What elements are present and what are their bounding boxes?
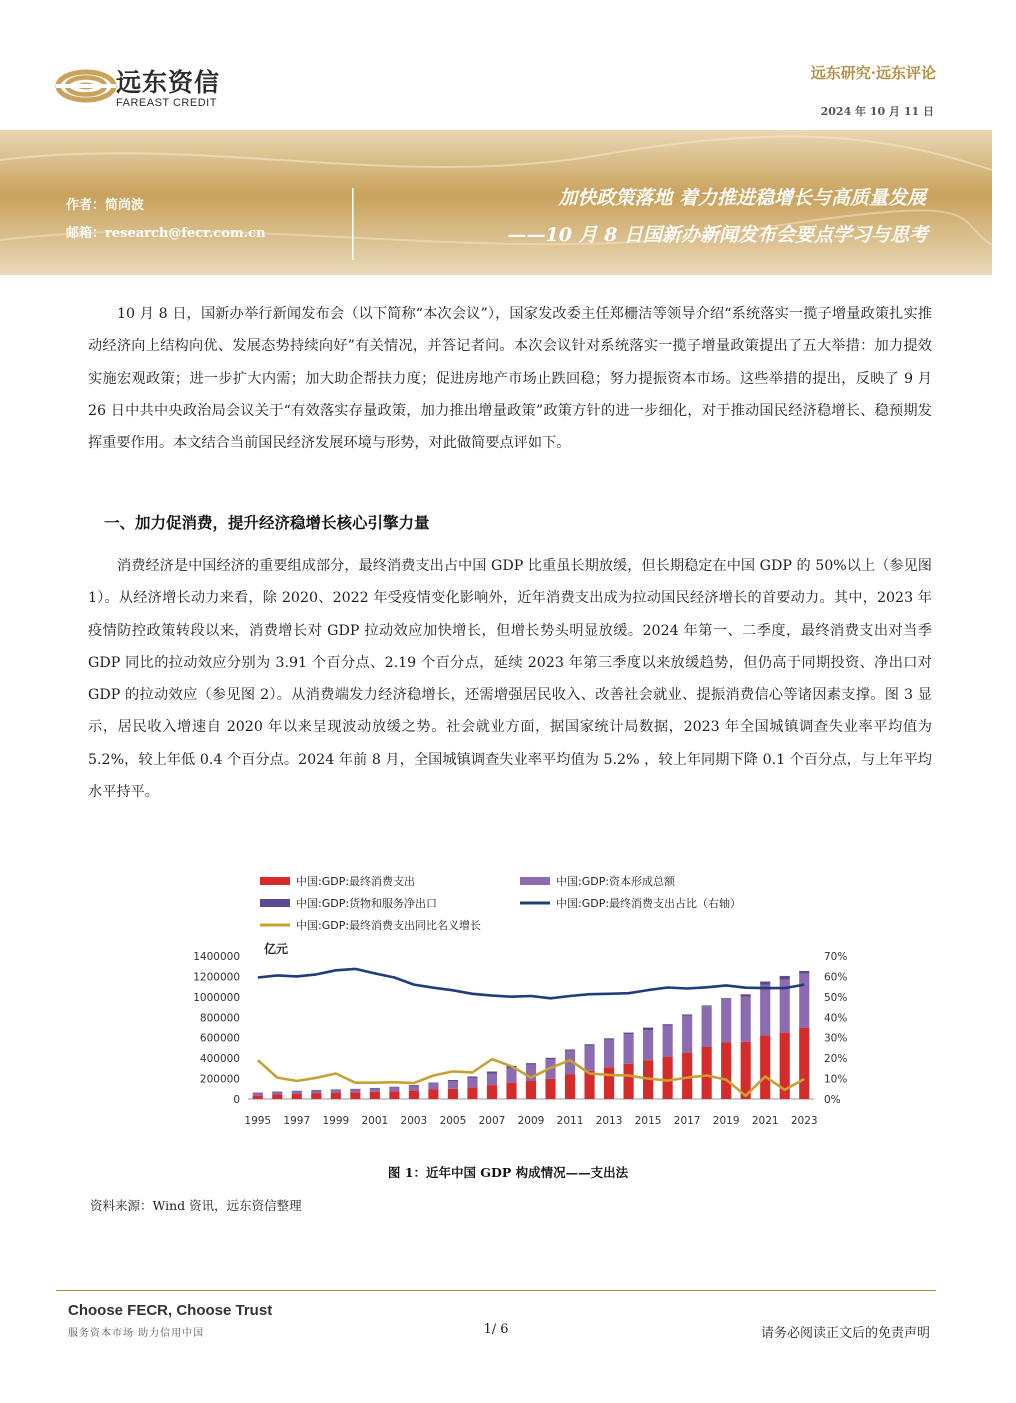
bar-segment	[584, 1046, 594, 1071]
bar-segment	[799, 973, 809, 1027]
bar-segment	[565, 1074, 575, 1099]
bar-segment	[506, 1083, 516, 1099]
y-tick-label: 1400000	[193, 951, 240, 963]
y-tick-label: 800000	[199, 1012, 240, 1025]
bar-segment	[682, 1014, 692, 1015]
y-tick-label: 0	[233, 1094, 240, 1106]
figure-caption: 图 1：近年中国 GDP 构成情况——支出法	[387, 1165, 629, 1180]
y2-tick-label: 20%	[824, 1053, 848, 1066]
bar-segment	[389, 1087, 399, 1088]
gdp-composition-chart	[180, 866, 848, 1136]
bar-segment	[624, 1033, 634, 1035]
legend-label: 中国:GDP:货物和服务净出口	[296, 897, 438, 910]
bar-segment	[253, 1093, 263, 1094]
bar-segment	[448, 1080, 458, 1081]
y-tick-label: 400000	[199, 1053, 240, 1066]
x-tick-label: 2017	[673, 1115, 701, 1127]
page-number: 1/ 6	[483, 1322, 509, 1337]
y-axis-left	[193, 951, 240, 1106]
paragraph-consumption	[88, 550, 932, 808]
legend-swatch	[260, 899, 290, 907]
logo-text-cn: 远东资信	[116, 68, 221, 97]
bar-segment	[663, 1026, 673, 1057]
section-heading-1: 一、加力促消费，提升经济稳增长核心引擎力量	[104, 513, 430, 532]
bar-segment	[506, 1068, 516, 1082]
bar-segment	[760, 984, 770, 1035]
bar-segment	[292, 1091, 302, 1094]
bar-segment	[604, 1067, 614, 1099]
footer-subslogan: 服务资本市场 助力信用中国	[68, 1328, 205, 1339]
bar-segment	[545, 1079, 555, 1099]
bar-segment	[331, 1093, 341, 1099]
bar-segment	[331, 1089, 341, 1090]
bar-segment	[624, 1034, 634, 1064]
figure-source: 资料来源：Wind 资讯，远东资信整理	[90, 1198, 302, 1213]
bar-segment	[760, 1036, 770, 1099]
bar-segment	[370, 1088, 380, 1092]
y2-tick-label: 40%	[824, 1012, 848, 1025]
legend-label: 中国:GDP:资本形成总额	[556, 875, 676, 888]
footer-slogan: Choose FECR, Choose Trust	[68, 1302, 273, 1319]
x-tick-label: 2019	[712, 1115, 740, 1127]
bar-segment	[409, 1085, 419, 1090]
y-tick-label: 200000	[199, 1073, 240, 1086]
bar-segment	[663, 1024, 673, 1026]
bar-segment	[643, 1028, 653, 1030]
bar-segment	[467, 1077, 477, 1079]
x-tick-label: 2007	[478, 1115, 506, 1127]
disclaimer-note: 请务必阅读正文后的免责声明	[760, 1326, 930, 1341]
bar-segment	[467, 1078, 477, 1087]
bar-segment	[584, 1044, 594, 1045]
x-tick-label: 2023	[790, 1115, 818, 1127]
bar-segment	[292, 1094, 302, 1099]
bar-segment	[721, 998, 731, 999]
paragraph-consumption-text: 消费经济是中国经济的重要组成部分，最终消费支出占中国 GDP 比重虽长期放缓，但长期稳定在中国 GDP 的 50%以上（参见图 1）。从经济增长动力来看，除 2020、2022 年受疫情变化影响外，近年消费支出成为拉动国民经济增长的首要动力。其中，2023 年疫情防控政策转段以来，消费增长对 GDP 拉动效应加快增长，但增长势头明显放缓。2024 年第一、二季度，最终消费支出对当季 GDP 同比的拉动效应分别为 3.91 个百分点、2.19 个百分点，延续 2023 年第三季度以来放缓趋势，但仍高于同期投资、净出口对 GDP 的拉动效应（参见图 2）。从消费端发力经济稳增长，还需增强居民收入、改善社会就业、提振消费信心等诸因素支撑。图 3 显示，居民收入增速自 2020 年以来呈现波动放缓之势。社会就业方面，据国家统计局数据，2023 年全国城镇调查失业率平均值为 5.2%，较上年低 0.4 个百分点。2024 年前 8 月，全国城镇调查失业率平均值为 5.2% ，较上年同期下降 0.1 个百分点，与上年平均水平持平。	[88, 558, 932, 801]
bar-segment	[272, 1092, 282, 1095]
x-tick-label: 2009	[517, 1115, 545, 1127]
bar-segment	[331, 1090, 341, 1093]
legend-label: 中国:GDP:最终消费支出占比（右轴）	[556, 897, 742, 910]
paragraph-intro	[88, 298, 932, 459]
x-tick-label: 1997	[283, 1115, 311, 1127]
bar-segment	[799, 1028, 809, 1099]
y-tick-label: 600000	[199, 1032, 240, 1045]
report-title: 加快政策落地 着力推进稳增长与高质量发展	[558, 187, 926, 209]
bar-segment	[409, 1091, 419, 1099]
series-label: 远东研究·远东评论	[810, 64, 936, 82]
bar-segment	[702, 1047, 712, 1099]
bar-segment	[721, 1042, 731, 1099]
bar-segment	[350, 1089, 360, 1092]
bar-segment	[702, 1005, 712, 1006]
y-tick-label: 1000000	[193, 991, 240, 1004]
y-tick-label: 1200000	[193, 971, 240, 984]
bar-segment	[428, 1083, 438, 1084]
author: 作者：简尚波	[66, 198, 145, 213]
x-tick-label: 2011	[556, 1115, 584, 1127]
x-tick-label: 2013	[595, 1115, 623, 1127]
bar-segment	[448, 1081, 458, 1089]
x-tick-label: 1995	[244, 1115, 272, 1127]
bar-segment	[721, 999, 731, 1042]
bar-segment	[292, 1091, 302, 1092]
x-tick-label: 2003	[400, 1115, 428, 1127]
bar-segment	[389, 1091, 399, 1099]
bar-segment	[487, 1085, 497, 1099]
y2-tick-label: 10%	[824, 1073, 848, 1086]
footer-divider	[56, 1290, 936, 1291]
bar-segment	[350, 1093, 360, 1099]
bar-segment	[311, 1090, 321, 1093]
bar-segment	[428, 1083, 438, 1090]
bar-segment	[389, 1087, 399, 1091]
paragraph-intro-text: 10 月 8 日，国新办举行新闻发布会（以下简称“本次会议”），国家发改委主任郑栅洁等领导介绍“系统落实一揽子增量政策扎实推动经济向上结构向优、发展态势持续向好”有关情况，并答记者问。本次会议针对系统落实一揽子增量政策提出了五大举措：加力提效实施宏观政策；进一步扩大内需；加大助企帮扶力度；促进房地产市场止跌回稳；努力提振资本市场。这些举措的提出，反映了 9 月 26 日中共中央政治局会议关于“有效落实存量政策，加力推出增量政策”政策方针的进一步细化，对于推动国民经济稳增长、稳预期发挥重要作用。本文结合当前国民经济发展环境与形势，对此做简要点评如下。	[88, 306, 932, 452]
logo-text-en: FAREAST CREDIT	[116, 97, 217, 109]
banner-divider	[352, 188, 354, 260]
bar-segment	[253, 1095, 263, 1099]
report-date: 2024 年 10 月 11 日	[820, 105, 934, 118]
bar-segment	[682, 1016, 692, 1053]
y2-tick-label: 0%	[824, 1094, 841, 1106]
legend-swatch	[520, 877, 550, 885]
bar-segment	[702, 1006, 712, 1047]
y2-tick-label: 30%	[824, 1032, 848, 1045]
y-axis-right	[824, 951, 847, 1106]
bar-segment	[741, 997, 751, 1042]
bar-segment	[350, 1089, 360, 1090]
report-subtitle: ——10 月 8 日国新办新闻发布会要点学习与思考	[507, 224, 928, 246]
chart-legend	[260, 874, 741, 932]
bar-segment	[311, 1093, 321, 1099]
x-tick-label: 2015	[634, 1115, 662, 1127]
series-line	[258, 969, 804, 998]
x-axis	[244, 1115, 817, 1127]
bar-segment	[624, 1064, 634, 1099]
y2-tick-label: 70%	[824, 951, 848, 963]
x-tick-label: 2005	[439, 1115, 467, 1127]
logo-mark-icon	[56, 72, 116, 100]
y-axis-unit-label: 亿元	[264, 942, 289, 956]
bar-segment	[487, 1072, 497, 1074]
bar-segment	[272, 1095, 282, 1099]
x-tick-label: 2001	[361, 1115, 389, 1127]
bar-segment	[370, 1092, 380, 1099]
legend-label: 中国:GDP:最终消费支出同比名义增长	[296, 919, 482, 932]
bar-segment	[682, 1053, 692, 1099]
bar-segment	[428, 1090, 438, 1099]
x-tick-label: 2021	[751, 1115, 779, 1127]
bar-segment	[741, 994, 751, 997]
bar-segment	[663, 1057, 673, 1099]
bar-segment	[370, 1088, 380, 1089]
bar-segment	[604, 1040, 614, 1068]
bar-segment	[780, 976, 790, 980]
bar-segment	[311, 1090, 321, 1091]
x-tick-label: 1999	[322, 1115, 350, 1127]
bar-segment	[760, 982, 770, 985]
bar-segment	[467, 1087, 477, 1099]
bar-segment	[545, 1058, 555, 1060]
bar-segment	[448, 1089, 458, 1099]
bar-segment	[409, 1085, 419, 1086]
bar-segment	[526, 1063, 536, 1065]
y2-tick-label: 50%	[824, 991, 848, 1004]
legend-swatch	[260, 877, 290, 885]
y2-tick-label: 60%	[824, 971, 848, 984]
bar-segment	[487, 1074, 497, 1085]
bar-segment	[799, 971, 809, 973]
bar-segment	[565, 1049, 575, 1050]
legend-label: 中国:GDP:最终消费支出	[296, 875, 416, 888]
bar-segment	[643, 1030, 653, 1060]
bar-segment	[526, 1081, 536, 1099]
bar-segment	[604, 1038, 614, 1039]
author-email[interactable]: 邮箱：research@fecr.com.cn	[66, 226, 266, 241]
bar-segment	[272, 1092, 282, 1093]
